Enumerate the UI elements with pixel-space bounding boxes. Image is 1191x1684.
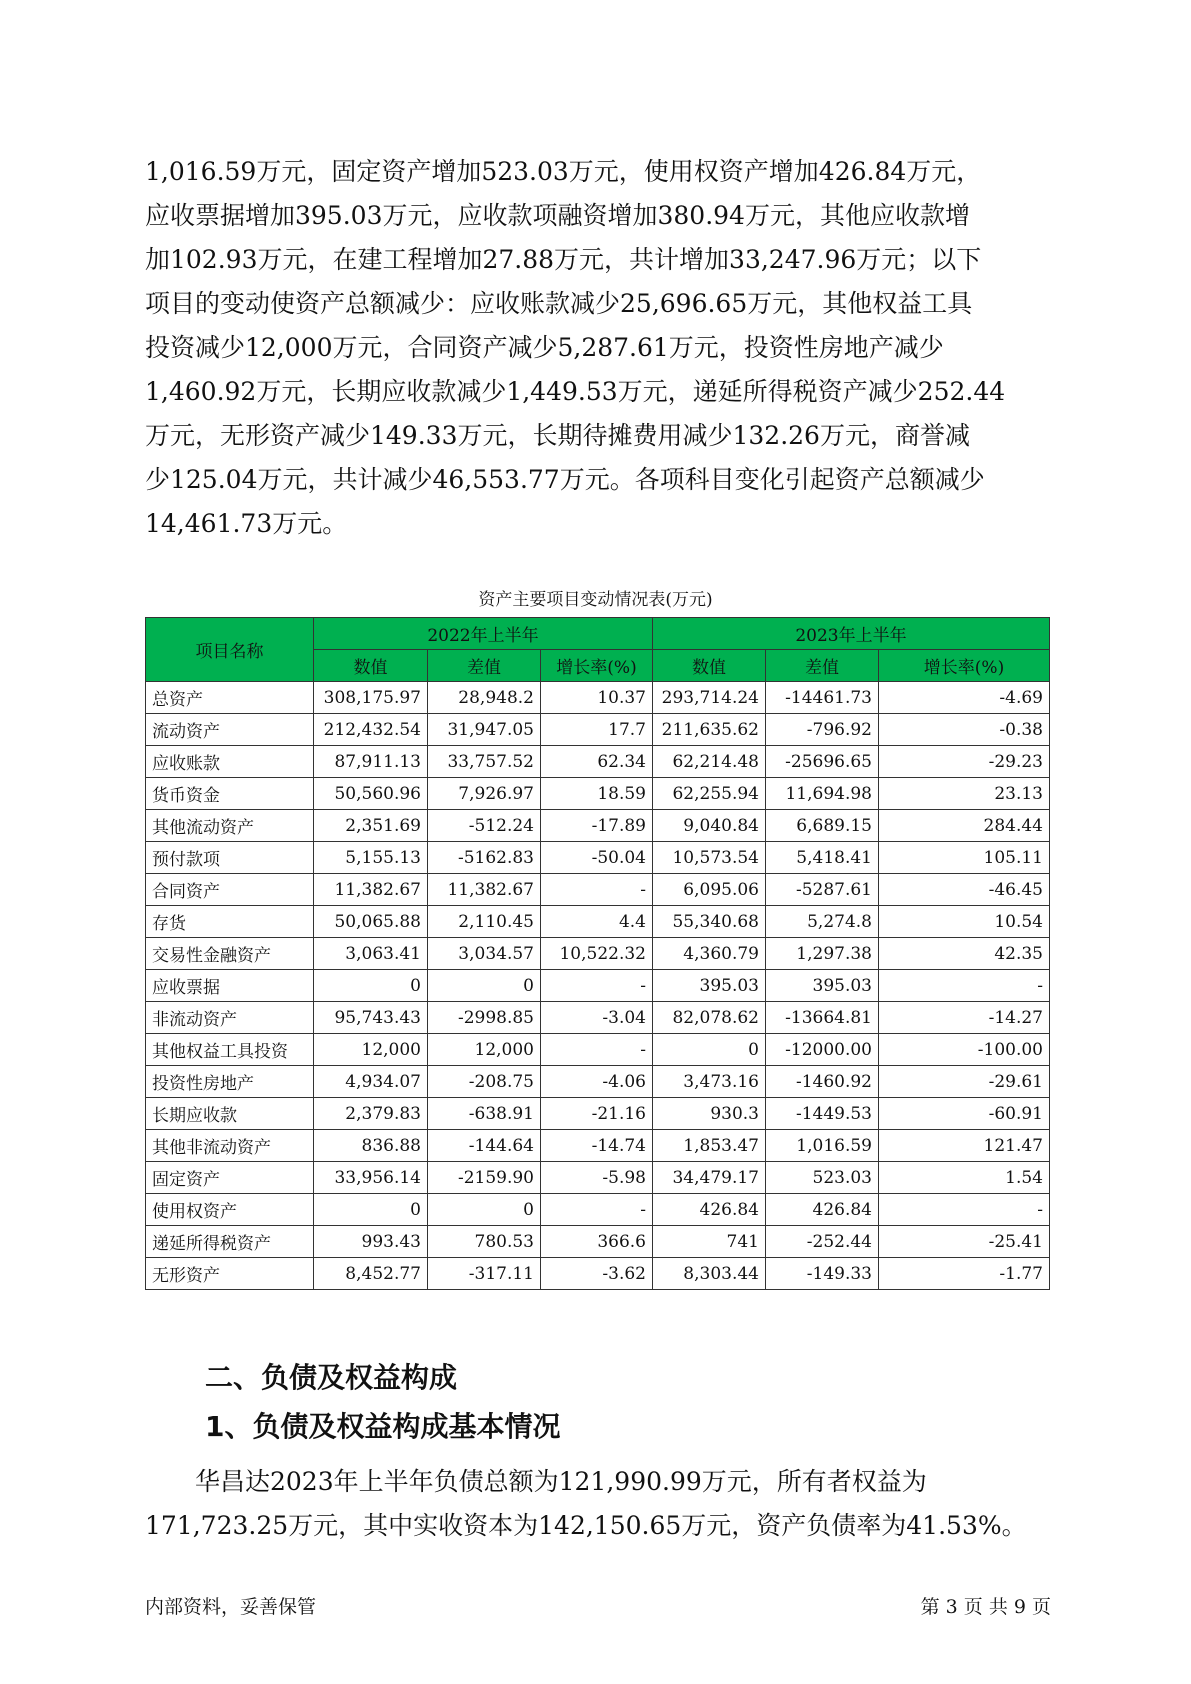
- table-cell: 780.53: [428, 1226, 541, 1258]
- table-cell: -12000.00: [766, 1034, 879, 1066]
- table-row: [146, 746, 1050, 778]
- table-cell: -1449.53: [766, 1098, 879, 1130]
- table-cell: 12,000: [314, 1034, 428, 1066]
- paragraph-line: 项目的变动使资产总额减少：应收账款减少25,696.65万元，其他权益工具: [145, 289, 973, 318]
- diff-header: 差值: [428, 650, 541, 682]
- table-cell: 62,255.94: [653, 778, 766, 810]
- table-cell: 4,360.79: [653, 938, 766, 970]
- table-cell: 930.3: [653, 1098, 766, 1130]
- paragraph-line: 1,016.59万元，固定资产增加523.03万元，使用权资产增加426.84万元，: [145, 157, 982, 186]
- table-cell: -512.24: [428, 810, 541, 842]
- growth-rate-header: 增长率(%): [541, 650, 653, 682]
- table-cell: -5162.83: [428, 842, 541, 874]
- table-cell: -29.23: [879, 746, 1050, 778]
- table-cell: 62,214.48: [653, 746, 766, 778]
- table-cell: 7,926.97: [428, 778, 541, 810]
- footer-page-number: 第 3 页 共 9 页: [920, 1596, 1051, 1618]
- table-cell: 1,016.59: [766, 1130, 879, 1162]
- table-cell: 426.84: [653, 1194, 766, 1226]
- table-cell: -14461.73: [766, 682, 879, 714]
- table-cell: 5,418.41: [766, 842, 879, 874]
- row-item-name: 流动资产: [146, 714, 314, 746]
- table-cell: -: [541, 1194, 653, 1226]
- table-row: [146, 1130, 1050, 1162]
- table-cell: 95,743.43: [314, 1002, 428, 1034]
- table-cell: -: [541, 874, 653, 906]
- table-cell: 2,379.83: [314, 1098, 428, 1130]
- intro-paragraph: [145, 150, 1050, 546]
- table-cell: 284.44: [879, 810, 1050, 842]
- row-item-name: 递延所得税资产: [146, 1226, 314, 1258]
- footer-confidential-note: 内部资料，妥善保管: [145, 1596, 317, 1618]
- table-cell: -1460.92: [766, 1066, 879, 1098]
- table-cell: -25.41: [879, 1226, 1050, 1258]
- table-cell: 87,911.13: [314, 746, 428, 778]
- paragraph-line: 投资减少12,000万元，合同资产减少5,287.61万元，投资性房地产减少: [145, 333, 944, 362]
- table-cell: 0: [314, 1194, 428, 1226]
- table-row: [146, 842, 1050, 874]
- table-cell: 426.84: [766, 1194, 879, 1226]
- table-cell: -14.74: [541, 1130, 653, 1162]
- table-cell: 55,340.68: [653, 906, 766, 938]
- table-cell: 5,274.8: [766, 906, 879, 938]
- table-cell: 993.43: [314, 1226, 428, 1258]
- table-cell: -4.69: [879, 682, 1050, 714]
- table-cell: 5,155.13: [314, 842, 428, 874]
- table-cell: 121.47: [879, 1130, 1050, 1162]
- row-item-name: 其他非流动资产: [146, 1130, 314, 1162]
- table-cell: 6,095.06: [653, 874, 766, 906]
- section-heading: 二、负债及权益构成: [205, 1361, 458, 1394]
- table-caption: 资产主要项目变动情况表(万元): [478, 590, 713, 610]
- table-cell: -13664.81: [766, 1002, 879, 1034]
- table-body: [146, 682, 1050, 1290]
- table-cell: 523.03: [766, 1162, 879, 1194]
- table-cell: 11,694.98: [766, 778, 879, 810]
- table-cell: 105.11: [879, 842, 1050, 874]
- table-cell: 82,078.62: [653, 1002, 766, 1034]
- table-cell: -14.27: [879, 1002, 1050, 1034]
- table-cell: -60.91: [879, 1098, 1050, 1130]
- row-item-name: 其他流动资产: [146, 810, 314, 842]
- paragraph-line: 华昌达2023年上半年负债总额为121,990.99万元，所有者权益为: [195, 1467, 927, 1496]
- row-item-name: 长期应收款: [146, 1098, 314, 1130]
- table-cell: -0.38: [879, 714, 1050, 746]
- table-cell: 3,063.41: [314, 938, 428, 970]
- row-item-name: 存货: [146, 906, 314, 938]
- table-row: [146, 1194, 1050, 1226]
- table-cell: 1,297.38: [766, 938, 879, 970]
- table-cell: 50,560.96: [314, 778, 428, 810]
- paragraph-line: 应收票据增加395.03万元，应收款项融资增加380.94万元，其他应收款增: [145, 201, 970, 230]
- table-cell: 308,175.97: [314, 682, 428, 714]
- table-cell: 1,853.47: [653, 1130, 766, 1162]
- table-cell: 10.54: [879, 906, 1050, 938]
- table-cell: -796.92: [766, 714, 879, 746]
- table-cell: -: [541, 970, 653, 1002]
- table-cell: 3,473.16: [653, 1066, 766, 1098]
- table-cell: 293,714.24: [653, 682, 766, 714]
- asset-change-table: [145, 617, 1050, 1290]
- table-cell: -50.04: [541, 842, 653, 874]
- period-header-2022: 2022年上半年: [314, 618, 653, 650]
- table-cell: 4,934.07: [314, 1066, 428, 1098]
- table-cell: -100.00: [879, 1034, 1050, 1066]
- row-item-name: 非流动资产: [146, 1002, 314, 1034]
- table-cell: 10.37: [541, 682, 653, 714]
- table-row: [146, 970, 1050, 1002]
- row-item-name: 投资性房地产: [146, 1066, 314, 1098]
- table-cell: 741: [653, 1226, 766, 1258]
- table-cell: 3,034.57: [428, 938, 541, 970]
- paragraph-line: 加102.93万元，在建工程增加27.88万元，共计增加33,247.96万元；以下: [145, 245, 982, 274]
- table-row: [146, 1034, 1050, 1066]
- table-cell: -208.75: [428, 1066, 541, 1098]
- paragraph-line: 14,461.73万元。: [145, 509, 348, 538]
- table-row: [146, 906, 1050, 938]
- row-item-name: 其他权益工具投资: [146, 1034, 314, 1066]
- paragraph-line: 171,723.25万元，其中实收资本为142,150.65万元，资产负债率为41.53%。: [145, 1511, 1027, 1540]
- table-cell: 211,635.62: [653, 714, 766, 746]
- table-cell: 18.59: [541, 778, 653, 810]
- table-row: [146, 1002, 1050, 1034]
- table-cell: -: [879, 970, 1050, 1002]
- table-cell: -144.64: [428, 1130, 541, 1162]
- table-cell: 34,479.17: [653, 1162, 766, 1194]
- table-cell: 8,452.77: [314, 1258, 428, 1290]
- table-cell: 42.35: [879, 938, 1050, 970]
- table-row: [146, 1258, 1050, 1290]
- table-cell: 9,040.84: [653, 810, 766, 842]
- table-cell: 33,956.14: [314, 1162, 428, 1194]
- row-item-name: 预付款项: [146, 842, 314, 874]
- table-cell: -3.62: [541, 1258, 653, 1290]
- table-cell: 23.13: [879, 778, 1050, 810]
- table-cell: 2,351.69: [314, 810, 428, 842]
- table-cell: 4.4: [541, 906, 653, 938]
- row-item-name: 应收票据: [146, 970, 314, 1002]
- table-cell: 8,303.44: [653, 1258, 766, 1290]
- table-cell: 12,000: [428, 1034, 541, 1066]
- table-row: [146, 1066, 1050, 1098]
- summary-paragraph: [145, 1460, 1050, 1548]
- paragraph-line: 少125.04万元，共计减少46,553.77万元。各项科目变化引起资产总额减少: [145, 465, 985, 494]
- table-cell: 62.34: [541, 746, 653, 778]
- diff-header: 差值: [766, 650, 879, 682]
- row-item-name: 使用权资产: [146, 1194, 314, 1226]
- table-row: [146, 810, 1050, 842]
- table-cell: 395.03: [653, 970, 766, 1002]
- growth-rate-header: 增长率(%): [879, 650, 1050, 682]
- table-cell: -2998.85: [428, 1002, 541, 1034]
- table-cell: -1.77: [879, 1258, 1050, 1290]
- period-header-2023: 2023年上半年: [653, 618, 1050, 650]
- table-cell: 33,757.52: [428, 746, 541, 778]
- table-row: [146, 938, 1050, 970]
- table-cell: -4.06: [541, 1066, 653, 1098]
- table-cell: 2,110.45: [428, 906, 541, 938]
- table-cell: -: [879, 1194, 1050, 1226]
- table-cell: 836.88: [314, 1130, 428, 1162]
- table-cell: -29.61: [879, 1066, 1050, 1098]
- table-cell: -2159.90: [428, 1162, 541, 1194]
- table-cell: -: [541, 1034, 653, 1066]
- table-row: [146, 682, 1050, 714]
- row-item-name: 应收账款: [146, 746, 314, 778]
- table-cell: 10,573.54: [653, 842, 766, 874]
- paragraph-line: 万元，无形资产减少149.33万元，长期待摊费用减少132.26万元，商誉减: [145, 421, 970, 450]
- table-cell: -3.04: [541, 1002, 653, 1034]
- table-cell: -25696.65: [766, 746, 879, 778]
- value-header: 数值: [653, 650, 766, 682]
- table-cell: -17.89: [541, 810, 653, 842]
- table-row: [146, 1162, 1050, 1194]
- table-cell: -5287.61: [766, 874, 879, 906]
- row-item-name: 交易性金融资产: [146, 938, 314, 970]
- table-cell: -252.44: [766, 1226, 879, 1258]
- table-cell: -638.91: [428, 1098, 541, 1130]
- table-cell: -21.16: [541, 1098, 653, 1130]
- table-cell: 212,432.54: [314, 714, 428, 746]
- table-row: [146, 1098, 1050, 1130]
- table-cell: -5.98: [541, 1162, 653, 1194]
- sub-heading: 1、负债及权益构成基本情况: [205, 1410, 561, 1443]
- item-name-header: 项目名称: [146, 618, 314, 682]
- table-cell: 11,382.67: [428, 874, 541, 906]
- table-cell: 50,065.88: [314, 906, 428, 938]
- table-cell: 1.54: [879, 1162, 1050, 1194]
- table-cell: 10,522.32: [541, 938, 653, 970]
- row-item-name: 总资产: [146, 682, 314, 714]
- row-item-name: 无形资产: [146, 1258, 314, 1290]
- table-header-row: [146, 618, 1050, 650]
- table-cell: 0: [314, 970, 428, 1002]
- paragraph-line: 1,460.92万元，长期应收款减少1,449.53万元，递延所得税资产减少252.44: [145, 377, 1006, 406]
- table-cell: -317.11: [428, 1258, 541, 1290]
- table-row: [146, 1226, 1050, 1258]
- row-item-name: 合同资产: [146, 874, 314, 906]
- value-header: 数值: [314, 650, 428, 682]
- table-cell: -46.45: [879, 874, 1050, 906]
- table-cell: 0: [653, 1034, 766, 1066]
- table-cell: 366.6: [541, 1226, 653, 1258]
- table-cell: -149.33: [766, 1258, 879, 1290]
- row-item-name: 货币资金: [146, 778, 314, 810]
- table-cell: 0: [428, 1194, 541, 1226]
- table-cell: 395.03: [766, 970, 879, 1002]
- row-item-name: 固定资产: [146, 1162, 314, 1194]
- table-cell: 31,947.05: [428, 714, 541, 746]
- table-row: [146, 714, 1050, 746]
- table-cell: 11,382.67: [314, 874, 428, 906]
- table-row: [146, 778, 1050, 810]
- table-cell: 28,948.2: [428, 682, 541, 714]
- table-cell: 6,689.15: [766, 810, 879, 842]
- table-cell: 0: [428, 970, 541, 1002]
- table-row: [146, 874, 1050, 906]
- table-cell: 17.7: [541, 714, 653, 746]
